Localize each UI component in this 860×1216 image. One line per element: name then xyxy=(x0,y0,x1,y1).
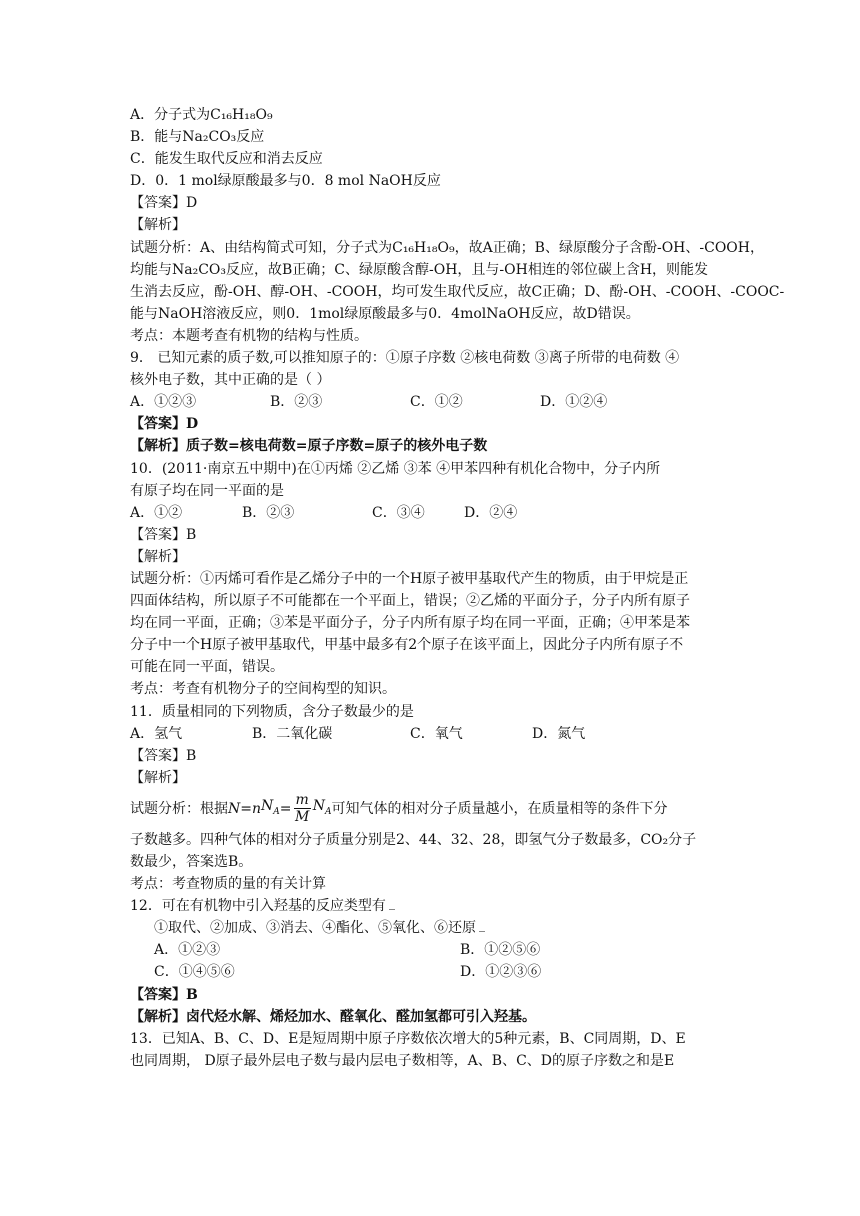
q12-jiexi: 【解析】卤代烃水解、烯烃加水、醛氧化、醛加氢都可引入羟基。 xyxy=(130,1008,536,1025)
formula-fraction xyxy=(294,792,311,825)
q10-answer: 【答案】B xyxy=(130,526,197,543)
formula-NA: $N_A$ xyxy=(312,798,332,817)
q11-kaodian: 考点：考查物质的量的有关计算 xyxy=(130,876,326,893)
q12-option: A．①②③ xyxy=(154,942,221,959)
q10-analysis-line: 四面体结构，所以原子不可能都在一个平面上，错误；②乙烯的平面分子，分子内所有原子 xyxy=(130,593,690,610)
q12-options-row xyxy=(130,939,730,961)
q13-stem: 也同周期， D原子最外层电子数与最内层电子数相等，A、B、C、D的原子序数之和是E xyxy=(130,1052,675,1069)
q9-option: D．①②④ xyxy=(540,394,608,411)
q8-analysis-line: 均能与Na₂CO₃反应，故B正确；C、绿原酸含醇-OH，且与-OH相连的邻位碳上含H，则能发 xyxy=(130,261,709,278)
q8-analysis-line: 生消去反应，酚-OH、醇-OH、-COOH，均可发生取代反应，故C正确；D、酚-OH、-COOH、-COOC- xyxy=(130,283,785,300)
q9-stem: 9． 已知元素的质子数,可以推知原子的：①原子序数 ②核电荷数 ③离子所带的电荷数 ④ xyxy=(130,350,680,367)
q8-answer: 【答案】D xyxy=(130,195,198,212)
formula-N: N xyxy=(228,800,241,817)
q10-option: A．①② xyxy=(130,504,183,521)
anchor-mark xyxy=(479,921,485,932)
q11-analysis-suffix: 可知气体的相对分子质量越小，在质量相等的条件下分 xyxy=(331,800,668,817)
document-page xyxy=(130,104,785,1072)
q9-option: A．①②③ xyxy=(130,394,197,411)
q9-answer: 【答案】D xyxy=(130,416,199,433)
q8-analysis-line: 能与NaOH溶液反应，则0．1mol绿原酸最多与0．4molNaOH反应，故D错误。 xyxy=(130,305,640,322)
formula-n: n xyxy=(251,800,262,817)
q11-answer: 【答案】B xyxy=(130,747,197,764)
q9-stem: 核外电子数，其中正确的是（ ） xyxy=(130,372,331,389)
formula-NA: $N_A$ xyxy=(261,798,280,817)
q12-stem: 12．可在有机物中引入羟基的反应类型有 xyxy=(130,895,730,917)
q10-analysis-line: 试题分析：①丙烯可看作是乙烯分子中的一个H原子被甲基取代产生的物质，由于甲烷是正 xyxy=(130,570,689,587)
q9-options xyxy=(130,391,730,413)
q10-option: B．②③ xyxy=(242,504,295,521)
q13-stem: 13．已知A、B、C、D、E是短周期中原子序数依次增大的5种元素，B、C同周期，D、E xyxy=(130,1030,686,1047)
q11-analysis-formula-line xyxy=(130,789,730,829)
q10-stem: 有原子均在同一平面的是 xyxy=(130,482,284,499)
q10-option: C．③④ xyxy=(372,504,425,521)
q11-option: C．氧气 xyxy=(410,725,463,742)
anchor-mark xyxy=(389,899,395,910)
q11-analysis-line: 子数越多。四种气体的相对分子质量分别是2、44、32、28，即氢气分子数最多，CO₂分子 xyxy=(130,831,697,848)
q12-options-row xyxy=(130,961,730,983)
formula-denominator: M xyxy=(294,809,310,826)
q12-answer: 【答案】B xyxy=(130,986,198,1003)
q10-jiexi-label: 【解析】 xyxy=(130,548,186,565)
q10-option: D．②④ xyxy=(464,504,518,521)
q12-items: ①取代、②加成、③消去、④酯化、⑤氧化、⑥还原 xyxy=(130,917,730,939)
formula-equals: = xyxy=(279,800,292,817)
q11-options xyxy=(130,723,730,745)
q8-analysis-line: 试题分析：A、由结构简式可知，分子式为C₁₆H₁₈O₉，故A正确；B、绿原酸分子含酚-OH、-COOH， xyxy=(130,239,764,256)
formula-numerator: m xyxy=(295,792,309,809)
q10-analysis-line: 可能在同一平面，错误。 xyxy=(130,659,284,676)
q8-option-d: D．0．1 mol绿原酸最多与0．8 mol NaOH反应 xyxy=(130,173,441,190)
q11-analysis-prefix: 试题分析：根据 xyxy=(130,800,228,817)
q10-analysis-line: 分子中一个H原子被甲基取代，甲基中最多有2个原子在该平面上，因此分子内所有原子不 xyxy=(130,637,684,654)
q10-analysis-line: 均在同一平面，正确；③苯是平面分子，分子内所有原子均在同一平面，正确；④甲苯是苯 xyxy=(130,615,690,632)
q8-option-a: A．分子式为C₁₆H₁₈O₉ xyxy=(130,107,273,123)
q12-option: B．①②⑤⑥ xyxy=(460,942,541,959)
q9-option: C．①② xyxy=(410,394,463,411)
q8-option-b: B．能与Na₂CO₃反应 xyxy=(130,129,265,146)
q11-analysis-line: 数最少，答案选B。 xyxy=(130,854,253,870)
q12-option: C．①④⑤⑥ xyxy=(154,964,235,981)
q9-option: B．②③ xyxy=(270,394,323,411)
q10-kaodian: 考点：考查有机物分子的空间构型的知识。 xyxy=(130,681,396,698)
q11-jiexi-label: 【解析】 xyxy=(130,769,186,786)
q10-stem: 10．(2011·南京五中期中)在①丙烯 ②乙烯 ③苯 ④甲苯四种有机化合物中，分子内所 xyxy=(130,460,661,477)
q8-jiexi-label: 【解析】 xyxy=(130,217,186,234)
q12-option: D．①②③⑥ xyxy=(460,964,542,981)
q11-option: B．二氧化碳 xyxy=(252,725,333,742)
q8-option-c: C．能发生取代反应和消去反应 xyxy=(130,151,323,168)
q11-option: D．氮气 xyxy=(532,725,586,742)
q9-jiexi: 【解析】质子数=核电荷数=原子序数=原子的核外电子数 xyxy=(130,438,488,455)
formula-equals: = xyxy=(240,800,252,817)
q11-stem: 11．质量相同的下列物质，含分子数最少的是 xyxy=(130,703,414,720)
q11-option: A．氢气 xyxy=(130,725,183,742)
q8-kaodian: 考点：本题考查有机物的结构与性质。 xyxy=(130,327,368,344)
q10-options xyxy=(130,502,730,524)
